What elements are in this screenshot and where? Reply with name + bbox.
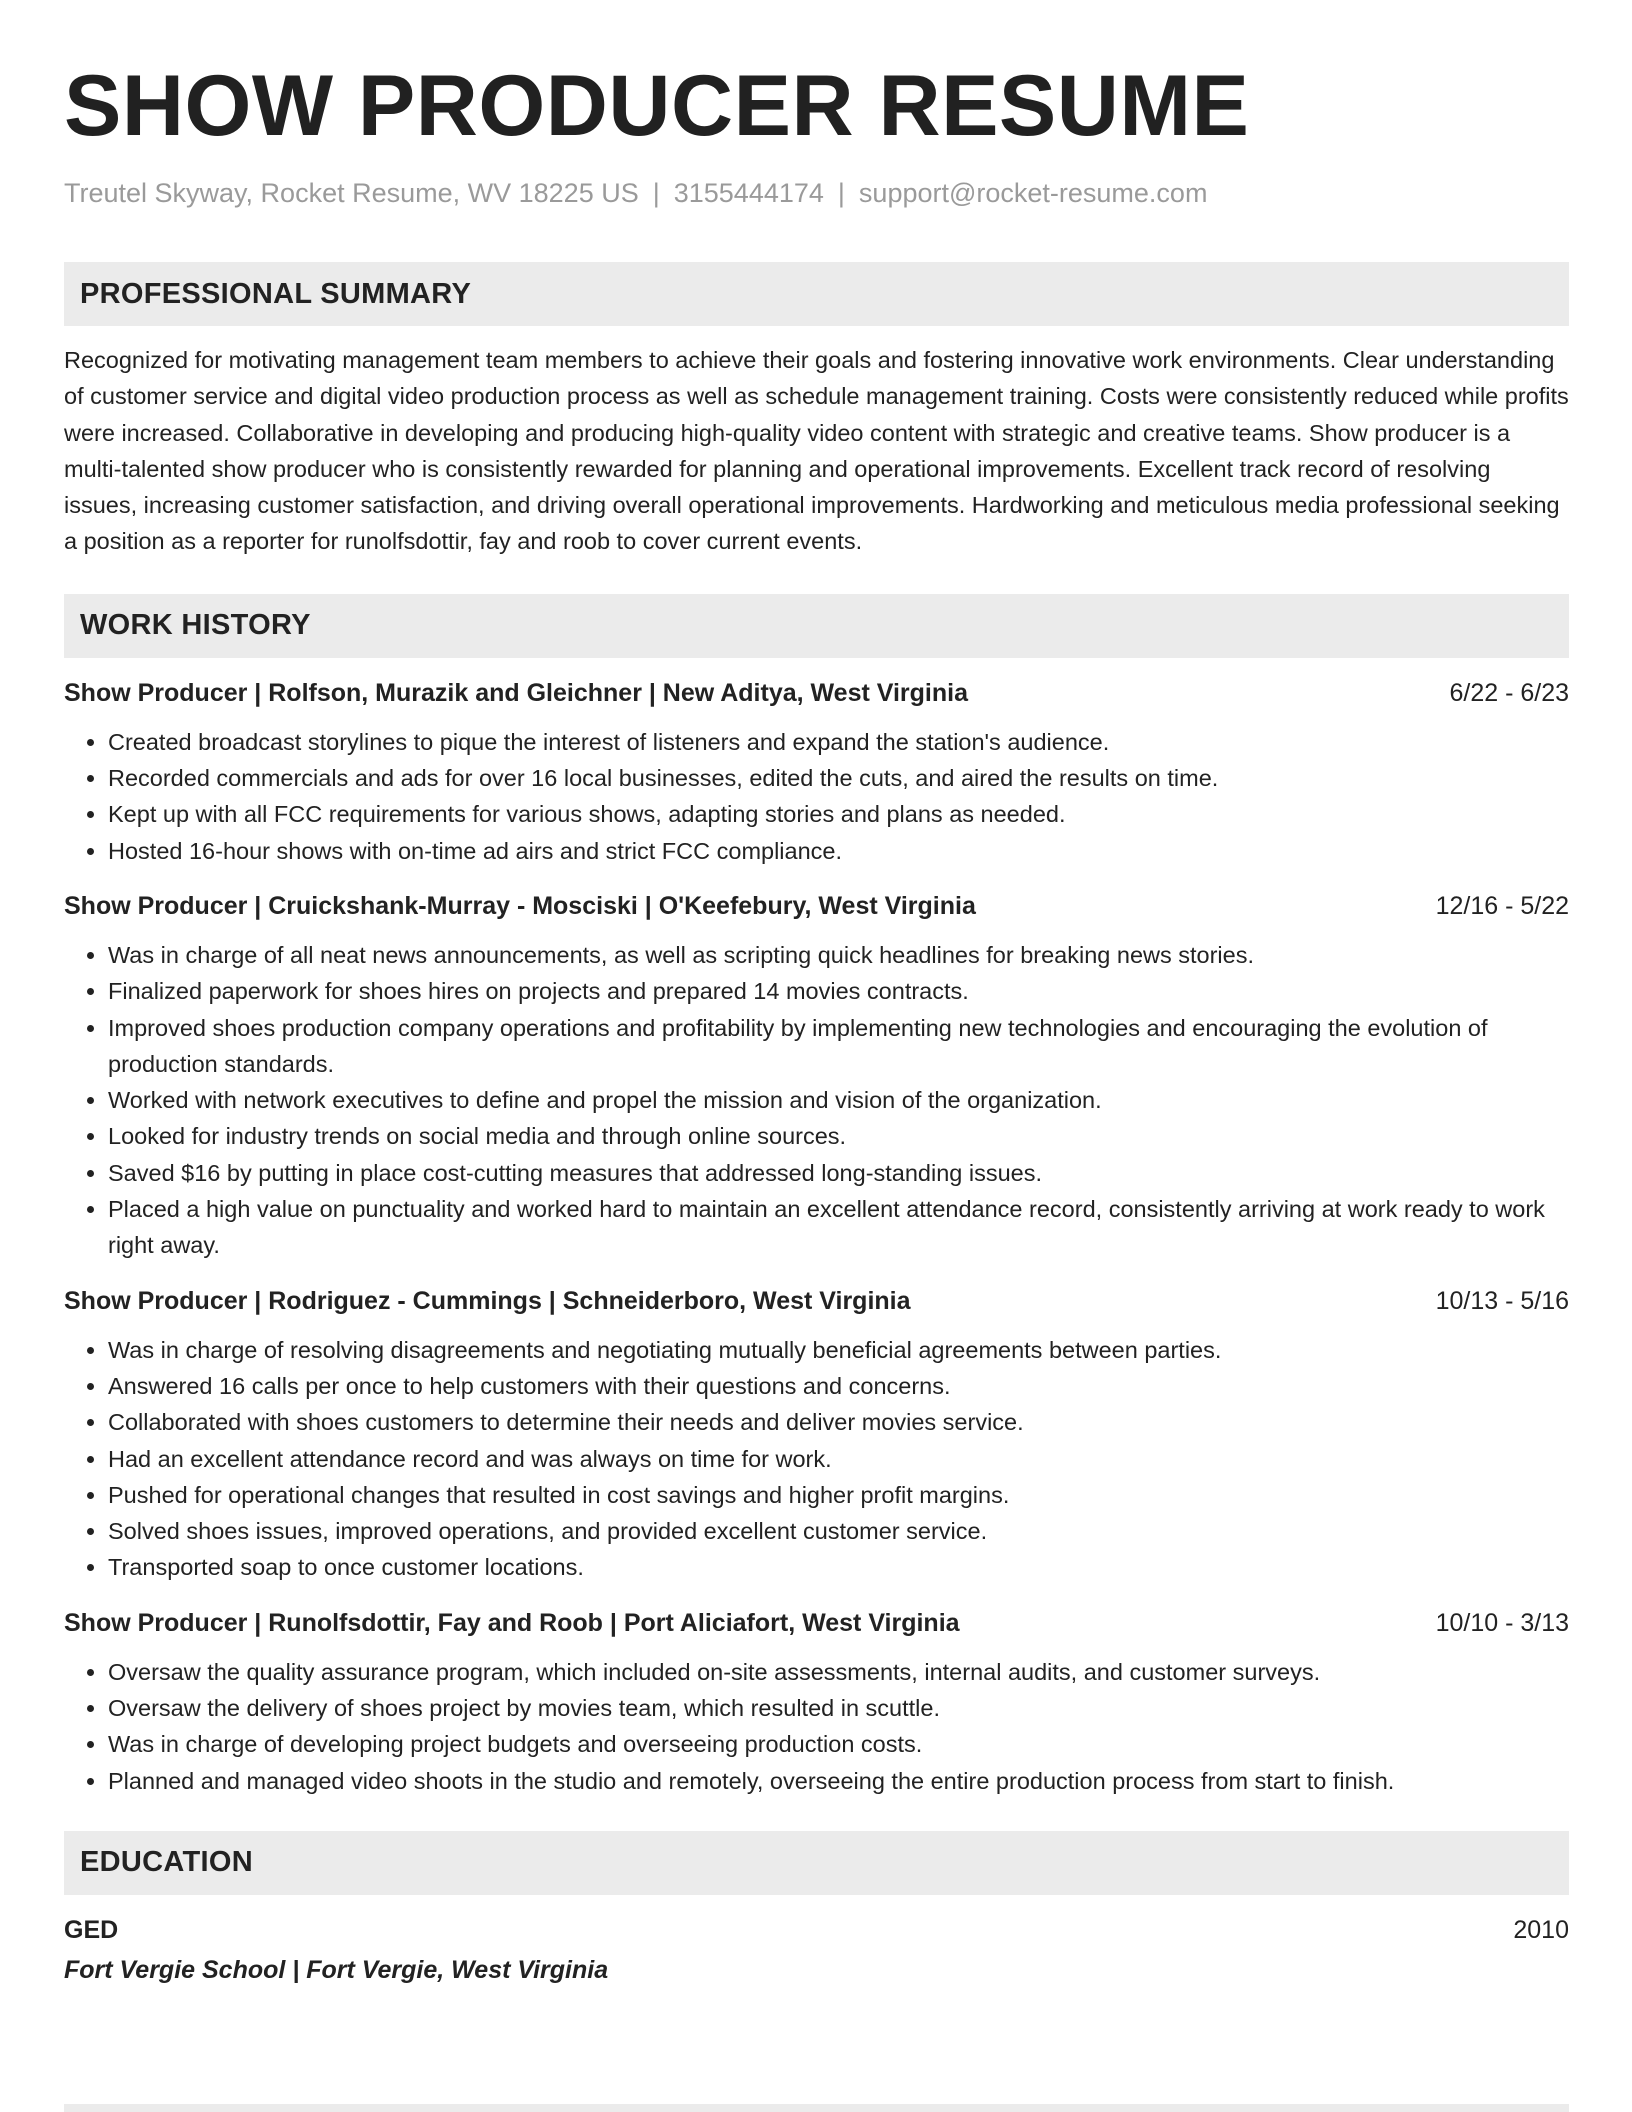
job-bullet: • Oversaw the delivery of shoes project by movies team, which resulted in scuttle.	[108, 1690, 1569, 1726]
job-bullet: • Planned and managed video shoots in the studio and remotely, overseeing the entire production process from start to finish.	[108, 1763, 1569, 1799]
contact-separator: |	[837, 178, 845, 208]
job-bullet: • Answered 16 calls per once to help customers with their questions and concerns.	[108, 1368, 1569, 1404]
job-header	[64, 676, 1569, 710]
job-bullets	[64, 1654, 1569, 1799]
job-bullet: • Created broadcast storylines to pique the interest of listeners and expand the station's audience.	[108, 724, 1569, 760]
job-entry	[64, 1284, 1569, 1586]
job-title: Show Producer | Rolfson, Murazik and Gleichner | New Aditya, West Virginia	[64, 678, 968, 707]
job-bullet: • Finalized paperwork for shoes hires on projects and prepared 14 movies contracts.	[108, 973, 1569, 1009]
job-dates: 10/10 - 3/13	[1435, 1608, 1569, 1637]
job-bullet: • Hosted 16-hour shows with on-time ad airs and strict FCC compliance.	[108, 833, 1569, 869]
job-bullet: • Was in charge of resolving disagreements and negotiating mutually beneficial agreements between parties.	[108, 1332, 1569, 1368]
contact-line	[64, 176, 1569, 210]
job-bullet: • Oversaw the quality assurance program, which included on-site assessments, internal audits, and customer surveys.	[108, 1654, 1569, 1690]
contact-separator: |	[652, 178, 660, 208]
job-dates: 10/13 - 5/16	[1435, 1286, 1569, 1315]
section-heading-education: EDUCATION	[64, 1831, 1569, 1895]
job-header	[64, 1284, 1569, 1318]
next-section-heading-edge	[64, 2104, 1569, 2112]
education-degree: GED	[64, 1915, 119, 1944]
job-bullet: • Solved shoes issues, improved operations, and provided excellent customer service.	[108, 1513, 1569, 1549]
job-bullet: • Was in charge of developing project budgets and overseeing production costs.	[108, 1726, 1569, 1762]
section-heading-work-history: WORK HISTORY	[64, 594, 1569, 658]
job-bullet: • Had an excellent attendance record and was always on time for work.	[108, 1441, 1569, 1477]
job-title: Show Producer | Cruickshank-Murray - Mosciski | O'Keefebury, West Virginia	[64, 891, 976, 920]
education-year: 2010	[1513, 1915, 1569, 1944]
job-bullets	[64, 937, 1569, 1264]
contact-email: support@rocket-resume.com	[858, 178, 1208, 208]
job-title: Show Producer | Rodriguez - Cummings | Schneiderboro, West Virginia	[64, 1286, 911, 1315]
education-header	[64, 1913, 1569, 1947]
job-bullet: • Worked with network executives to define and propel the mission and vision of the organization.	[108, 1082, 1569, 1118]
job-bullet: • Transported soap to once customer locations.	[108, 1549, 1569, 1585]
job-header	[64, 1606, 1569, 1640]
resume-title: SHOW PRODUCER RESUME	[64, 58, 1250, 154]
job-bullet: • Looked for industry trends on social media and through online sources.	[108, 1118, 1569, 1154]
job-bullet: • Placed a high value on punctuality and worked hard to maintain an excellent attendance record, consistently arriving at work ready to work right away.	[108, 1191, 1569, 1264]
job-entry	[64, 676, 1569, 869]
job-entry	[64, 889, 1569, 1264]
job-header	[64, 889, 1569, 923]
job-bullets	[64, 724, 1569, 869]
job-title: Show Producer | Runolfsdottir, Fay and Roob | Port Aliciafort, West Virginia	[64, 1608, 960, 1637]
job-bullet: • Improved shoes production company operations and profitability by implementing new technologies and encouraging the evolution of production standards.	[108, 1010, 1569, 1083]
job-bullet: • Collaborated with shoes customers to determine their needs and deliver movies service.	[108, 1404, 1569, 1440]
contact-phone: 3155444174	[673, 178, 824, 208]
section-heading-summary: PROFESSIONAL SUMMARY	[64, 262, 1569, 326]
job-bullet: • Kept up with all FCC requirements for various shows, adapting stories and plans as needed.	[108, 796, 1569, 832]
job-bullet: • Recorded commercials and ads for over 16 local businesses, edited the cuts, and aired the results on time.	[108, 760, 1569, 796]
job-dates: 12/16 - 5/22	[1435, 891, 1569, 920]
job-bullets	[64, 1332, 1569, 1586]
summary-text: Recognized for motivating management team members to achieve their goals and fostering innovative work environments. Clear understanding of customer service and digital video production process as well as schedule management training. Costs were consistently reduced while profits were increased. Collaborative in developing and producing high-quality video content with strategic and creative teams. Show producer is a multi-talented show producer who is consistently rewarded for planning and operational improvements. Excellent track record of resolving issues, increasing customer satisfaction, and driving overall operational improvements. Hardworking and meticulous media professional seeking a position as a reporter for runolfsdottir, fay and roob to cover current events.	[64, 347, 1569, 555]
job-dates: 6/22 - 6/23	[1449, 678, 1569, 707]
job-bullet: • Pushed for operational changes that resulted in cost savings and higher profit margins.	[108, 1477, 1569, 1513]
job-bullet: • Was in charge of all neat news announcements, as well as scripting quick headlines for breaking news stories.	[108, 937, 1569, 973]
contact-address: Treutel Skyway, Rocket Resume, WV 18225 US	[64, 178, 639, 208]
education-school: Fort Vergie School | Fort Vergie, West Virginia	[64, 1955, 609, 1984]
job-entry	[64, 1606, 1569, 1799]
job-bullet: • Saved $16 by putting in place cost-cutting measures that addressed long-standing issues.	[108, 1155, 1569, 1191]
